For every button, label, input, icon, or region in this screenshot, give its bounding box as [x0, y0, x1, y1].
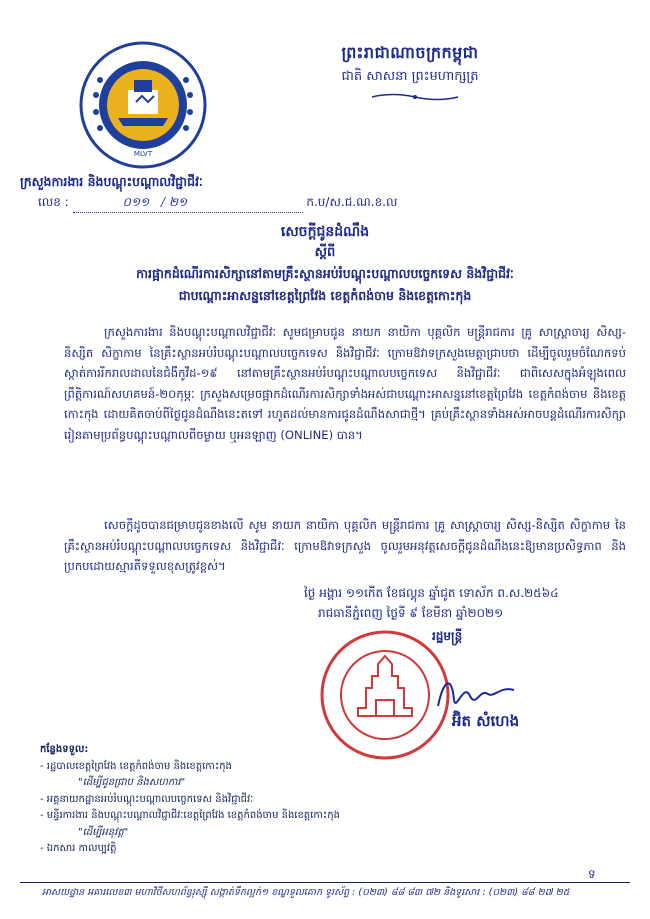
signer-name: អ៊ិត សំហេង [452, 712, 520, 730]
body-paragraph-2: សេចក្តីដូចបានជម្រាបជូនខាងលើ សូម នាយក នាយិកា បុគ្គលិក មន្ត្រីរាជការ គ្រូ សាស្ត្រាចារ្យ សិស្ស-និស្សិត សិក្ខាកាម នៃគ្រឹះស្ថានអប់រំបណ្តុះបណ្តាលបច្ចេកទេស និងវិជ្ជាជីវៈ ក្រោមឱវាទក្រសួង ចូលរួមអនុវត្តសេចក្តីជូនដំណឹងនេះឱ្យមានប្រសិទ្ធភាព និងប្រកបដោយស្មារតីទទួលខុសត្រូវខ្ពស់។ [64, 518, 626, 573]
body-paragraph-1: ក្រសួងការងារ និងបណ្តុះបណ្តាលវិជ្ជាជីវៈ សូមជម្រាបជូន នាយក នាយិកា បុគ្គលិក មន្ត្រីរាជការ គ្រូ សាស្ត្រាចារ្យ សិស្ស-និស្សិត សិក្ខាកាម នៃគ្រឹះស្ថានអប់រំបណ្តុះបណ្តាលបច្ចេកទេស និងវិជ្ជាជីវៈ ក្រោមឱវាទក្រសួងមេត្តាជ្រាបថា ដើម្បីចូលរួមចំណែកទប់ស្កាត់ការរីករាលដាលនៃជំងឺកូវីដ-១៩ នៅតាមគ្រឹះស្ថានអប់រំបណ្តុះបណ្តាលបច្ចេកទេស និងវិជ្ជាជីវៈ ជាពិសេសក្នុងអំឡុងពេលព្រឹត្តិការណ៍សហគមន៍-២០កុម្ភៈ ក្រសួងសម្រេចផ្អាកដំណើរការសិក្សាទាំងអស់ជាបណ្តោះអាសន្ននៅខេត្តព្រៃវែង ខេត្តកំពង់ចាម និងខេត្តកោះកុង ដោយគិតចាប់ពីថ្ងៃជូនដំណឹងនេះតទៅ រហូតដល់មានការជូនដំណឹងសាជាថ្មី។ គ្រប់គ្រឹះស្ថានទាំងអស់អាចបន្តដំណើរការសិក្សារៀនតាមប្រព័ន្ធបណ្តុះបណ្តាលពីចម្ងាយ ឬអនឡាញ (ONLINE) បាន។ [64, 325, 626, 442]
reference-suffix: ក.ប/ស.ជ.ណ.ខ.ល [306, 195, 398, 209]
notice-about: ស្តីពី [314, 245, 336, 260]
reference-line [38, 194, 397, 213]
notice-subject-line-2: ជាបណ្តោះអាសន្ននៅខេត្តព្រៃវែង ខេត្តកំពង់ចាម និងខេត្តកោះកុង [178, 288, 472, 303]
notice-subject-line-1: ការផ្អាកដំណើរការសិក្សានៅតាមគ្រឹះស្ថានអប់រំបណ្តុះបណ្តាលបច្ចេកទេស និងវិជ្ជាជីវៈ [136, 266, 514, 281]
solar-date: រាជធានីភ្នំពេញ ថ្ងៃទី ៩ ខែមីនា ឆ្នាំ២០២១ [318, 606, 504, 620]
reference-field: ០១១ / ២១ [73, 194, 303, 213]
reference-year: ២១ [168, 195, 188, 209]
recipient-item: - រដ្ឋបាលខេត្តព្រៃវែង ខេត្តកំពង់ចាម និងខេត្តកោះកុង [40, 760, 232, 772]
lunar-date: ថ្ងៃ អង្គារ ១១កើត ខែផល្គុន ឆ្នាំជូត ទោស័ក ព.ស.២៥៦៤ [304, 586, 559, 600]
ministry-logo [78, 40, 208, 170]
ministry-name: ក្រសួងការងារ និងបណ្តុះបណ្តាលវិជ្ជាជីវៈ [20, 174, 203, 189]
recipient-purpose: "ដើម្បីអនុវត្ត" [78, 826, 129, 838]
header-ornament [370, 92, 460, 102]
notice-title: សេចក្តីជូនដំណឹង [280, 224, 370, 240]
recipient-purpose: "ដើម្បីជូនជ្រាប និងសហការ" [78, 777, 186, 788]
footer-divider [20, 882, 630, 883]
recipients-heading: កន្លែងទទួល: [40, 744, 89, 755]
footer-address: អាសយដ្ឋាន អគារលេខ៣ មហាវិថីសហព័ន្ធរុស្ស៊ី សង្កាត់ទឹកល្អក់១ ខណ្ឌទួលគោក ទូរស័ព្ទ : (០២៣) ៨៨ ៨៣ ៧២ និងទូរសារ : (០២៣) ៨៨ ២៧ ២៥ [42, 887, 570, 898]
svg-text:MLVT: MLVT [133, 150, 153, 158]
recipient-item: - មន្ទីរការងារ និងបណ្តុះបណ្តាលវិជ្ជាជីវៈខេត្តព្រៃវែង ខេត្តកំពង់ចាម និងខេត្តកោះកុង [40, 810, 340, 821]
national-motto: ជាតិ សាសនា ព្រះមហាក្សត្រ [341, 69, 479, 84]
reference-number: ០១១ [122, 195, 150, 209]
kingdom-heading: ព្រះរាជាណាចក្រកម្ពុជា [341, 43, 479, 62]
reference-label: លេខ : [38, 195, 69, 209]
signer-title: រដ្ឋមន្ត្រី [432, 629, 463, 643]
footer-mark: ទ [588, 867, 596, 881]
recipients-list [40, 742, 340, 858]
handwritten-signature [430, 668, 520, 718]
recipient-item: - ឯកសារ កាលប្បវត្តិ [40, 843, 117, 854]
recipient-item: - អគ្គនាយកដ្ឋានអប់រំបណ្តុះបណ្តាលបច្ចេកទេស និងវិជ្ជាជីវៈ [40, 793, 254, 805]
